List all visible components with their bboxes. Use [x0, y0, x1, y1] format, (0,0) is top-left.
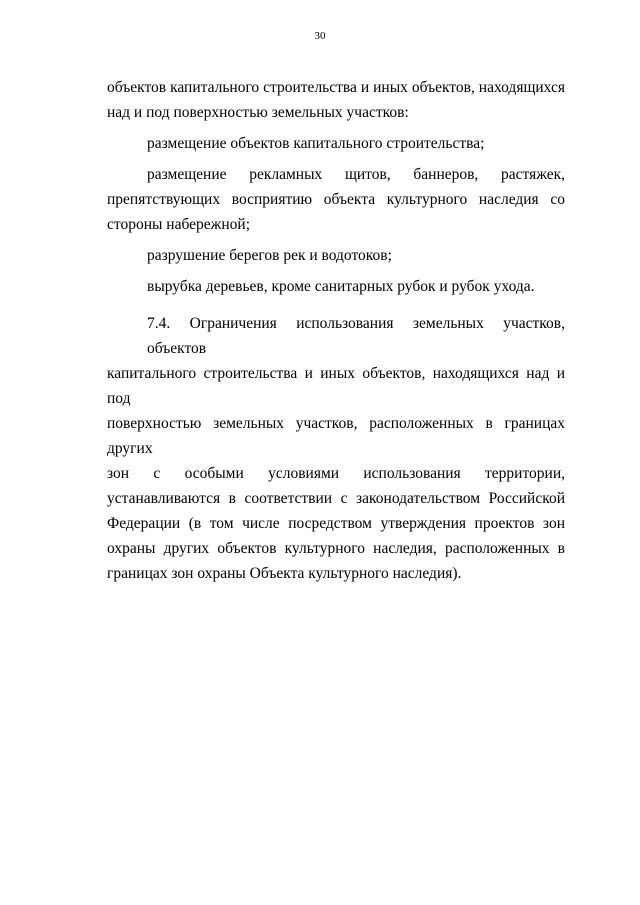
text-line: поверхностью земельных участков, расположенных в границах других — [107, 415, 565, 457]
text-line: размещение рекламных щитов, баннеров, растяжек, — [147, 166, 565, 183]
text-line: вырубка деревьев, кроме санитарных рубок и рубок ухода. — [147, 278, 535, 295]
text-line: границах зон охраны Объекта культурного наследия). — [107, 565, 462, 582]
text-line: размещение объектов капитального строительства; — [147, 135, 485, 152]
paragraph-continuation — [107, 75, 565, 125]
text-line: объектов капитального строительства и иных объектов, находящихся — [107, 79, 565, 96]
text-line: капитального строительства и иных объектов, находящихся над и под — [107, 365, 565, 407]
paragraph-list-item — [107, 131, 565, 156]
text-line: над и под поверхностью земельных участков: — [107, 104, 409, 121]
paragraph-list-item — [107, 162, 565, 237]
text-line: зон с особыми условиями использования территории, — [107, 465, 565, 482]
paragraph-section-7-4 — [107, 311, 565, 586]
text-line: препятствующих восприятию объекта культурного наследия со — [107, 191, 565, 208]
text-line: устанавливаются в соответствии с законодательством Российской — [107, 490, 565, 507]
paragraph-list-item — [107, 243, 565, 268]
text-line: 7.4. Ограничения использования земельных участков, объектов — [147, 315, 565, 357]
text-line: стороны набережной; — [107, 216, 251, 233]
text-line: охраны других объектов культурного наследия, расположенных в — [107, 540, 565, 557]
text-line: разрушение берегов рек и водотоков; — [147, 247, 392, 264]
document-body — [107, 75, 565, 586]
page-number: 30 — [314, 30, 326, 42]
paragraph-list-item — [107, 274, 565, 299]
text-line: Федерации (в том числе посредством утверждения проектов зон — [107, 515, 565, 532]
